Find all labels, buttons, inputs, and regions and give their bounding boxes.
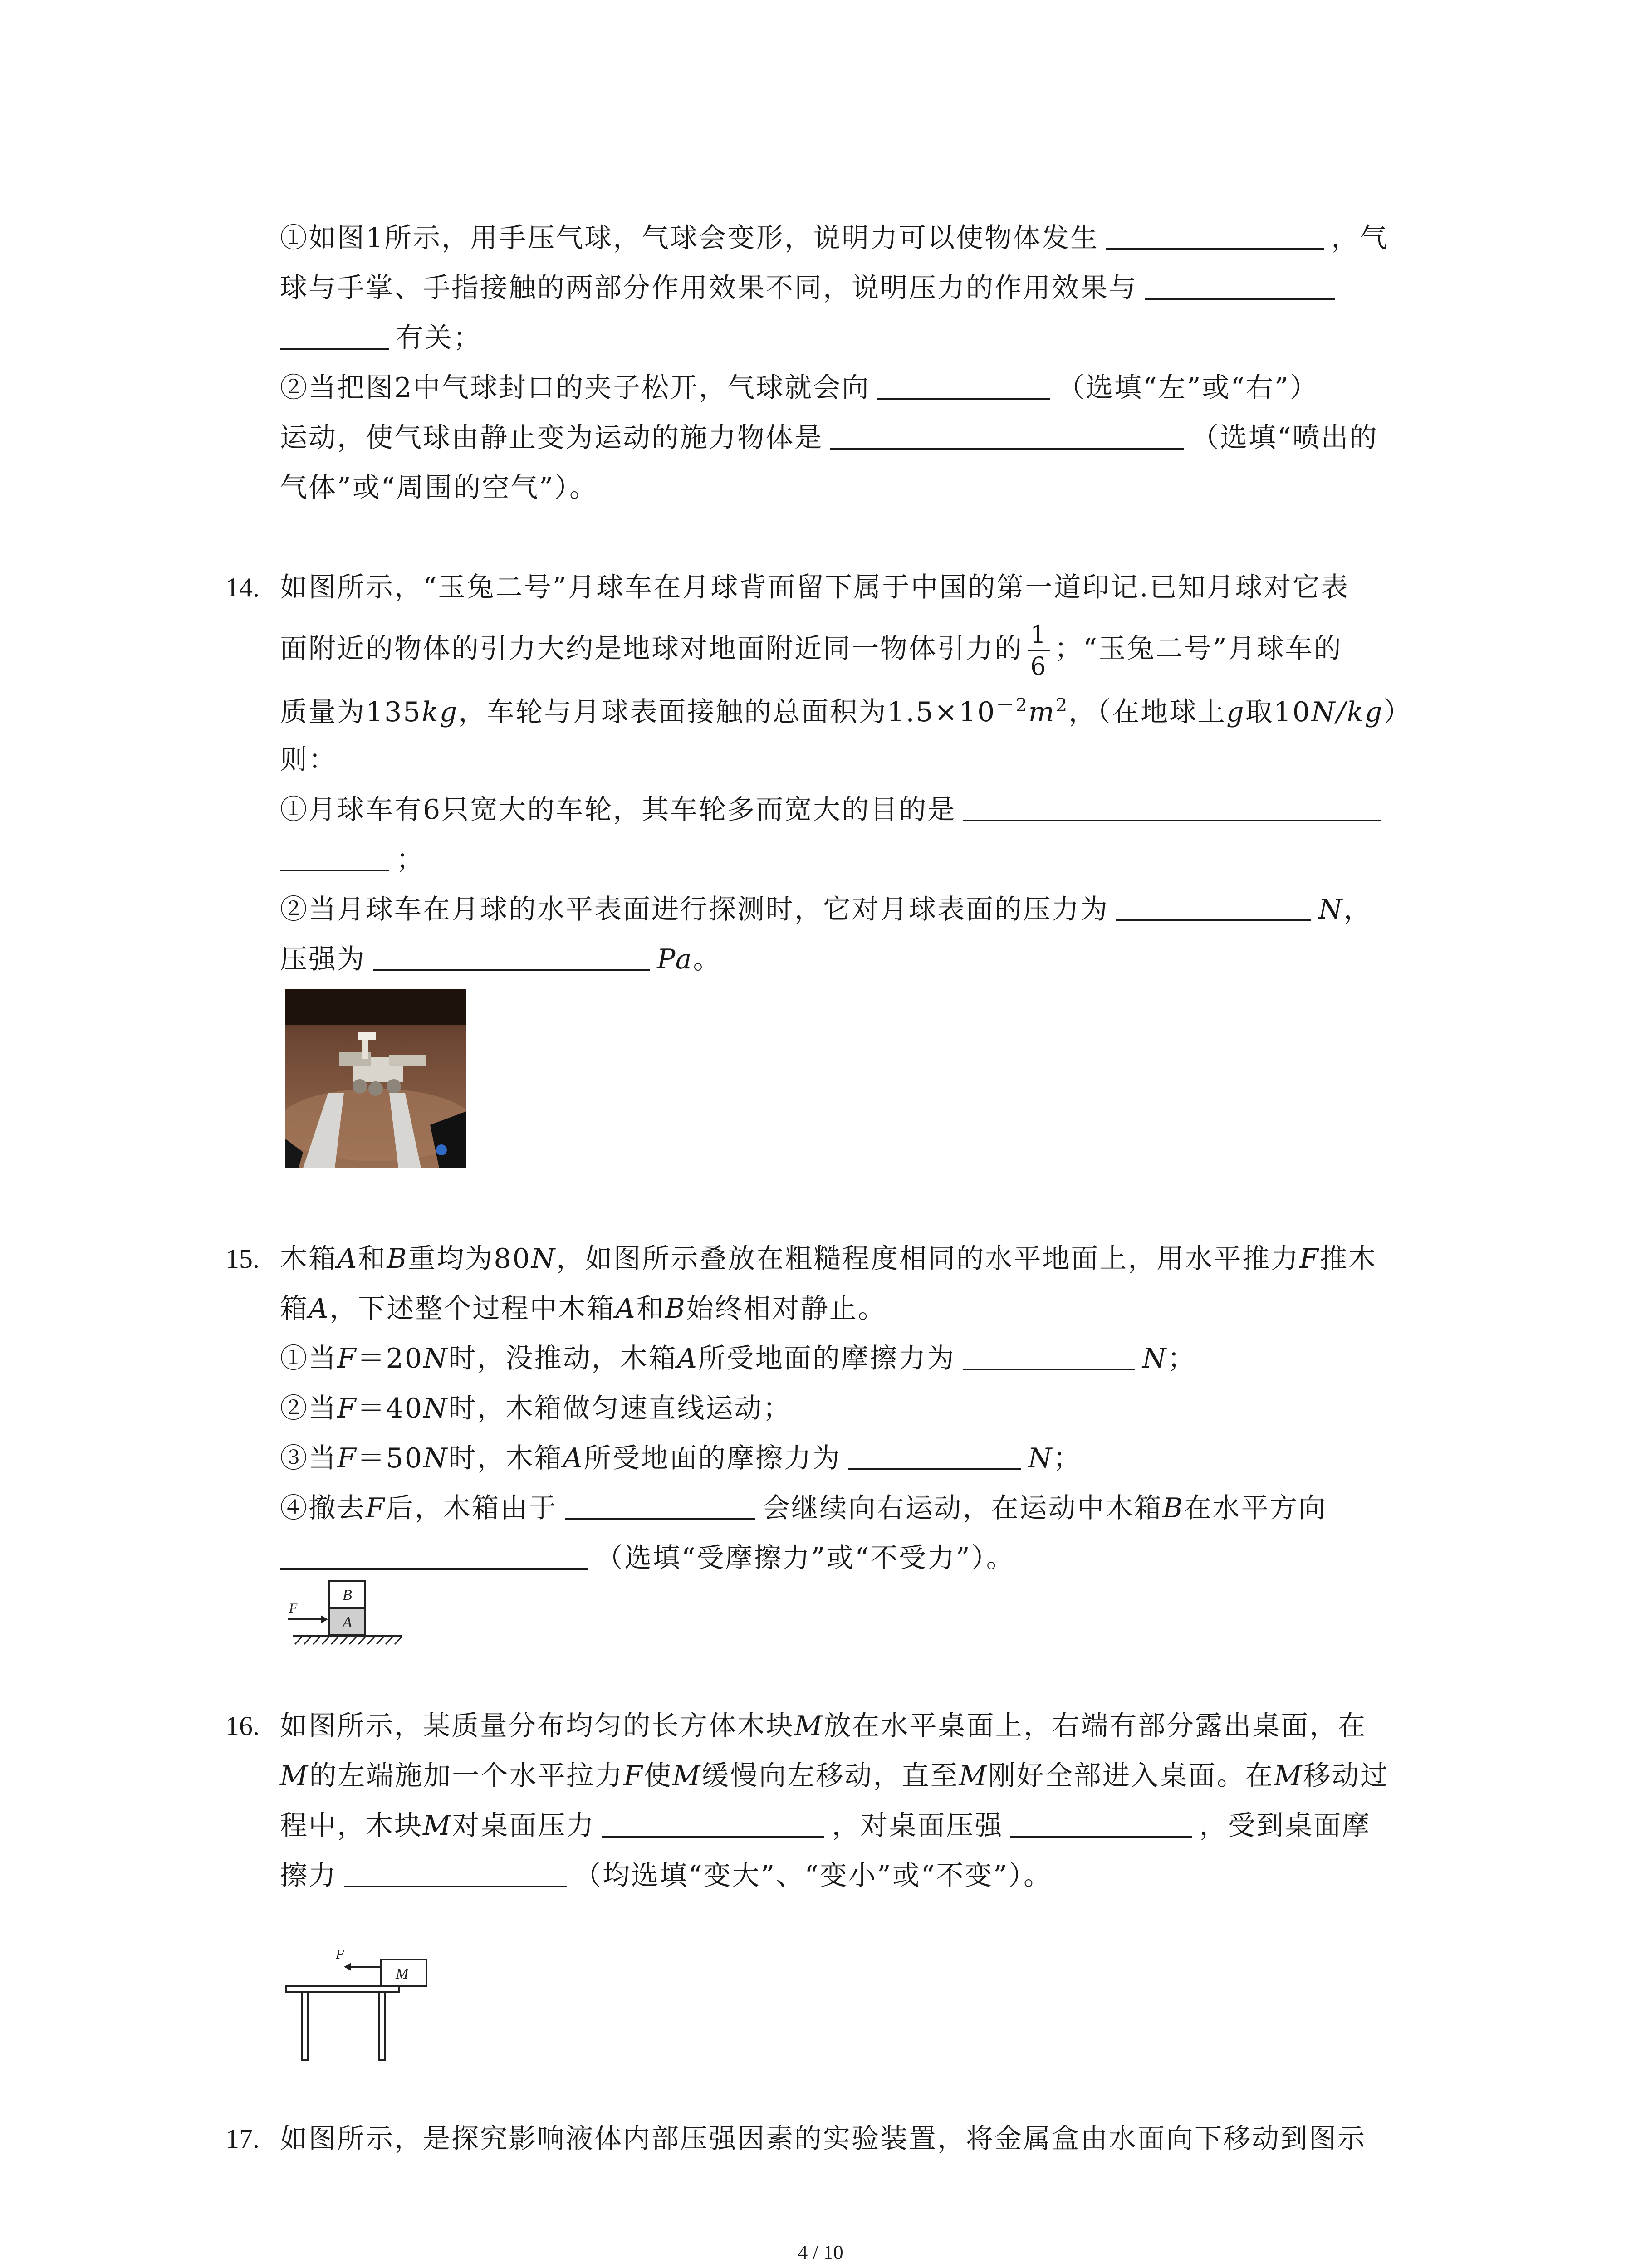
answer-blank[interactable] bbox=[280, 318, 389, 350]
answer-blank[interactable] bbox=[1145, 268, 1335, 300]
answer-blank[interactable] bbox=[280, 1538, 588, 1570]
label-A: A bbox=[343, 1614, 352, 1631]
answer-blank[interactable] bbox=[344, 1856, 567, 1887]
q14-line2: 面附近的物体的引力大约是地球对地面附近同一物体引力的 $\frac{1}{6}$ ；“玉兔二号”月球车的 bbox=[280, 620, 1342, 681]
answer-blank[interactable] bbox=[280, 840, 389, 871]
q14-line1: 如图所示，“玉兔二号”月球车在月球背面留下属于中国的第一道印记.已知月球对它表 bbox=[280, 572, 1350, 603]
q15-line1: 木箱A和B重均为80N，如图所示叠放在粗糙程度相同的水平地面上，用水平推力F推木 bbox=[280, 1243, 1377, 1275]
answer-blank[interactable] bbox=[1010, 1806, 1192, 1838]
q13-line6: 气体”或“周围的空气”）。 bbox=[280, 472, 598, 503]
answer-blank[interactable] bbox=[830, 418, 1184, 450]
label-F: F bbox=[336, 1947, 344, 1962]
q15-line3: ①当F＝20N时，没推动，木箱A所受地面的摩擦力为 N； bbox=[280, 1334, 1196, 1383]
answer-blank[interactable] bbox=[963, 1339, 1135, 1370]
q13-line1: ①如图1所示，用手压气球，气球会变形，说明力可以使物体发生 ，气 bbox=[280, 213, 1388, 263]
q14-line4: 则： bbox=[280, 744, 337, 776]
q16-line2: M的左端施加一个水平拉力F使M缓慢向左移动，直至M刚好全部进入桌面。在M移动过 bbox=[280, 1760, 1389, 1792]
q14-number: 14. bbox=[225, 572, 260, 602]
q15-line6: ④撤去F后，木箱由于 会继续向右运动，在运动中木箱B在水平方向 bbox=[280, 1483, 1327, 1533]
answer-blank[interactable] bbox=[602, 1806, 824, 1838]
answer-blank[interactable] bbox=[848, 1438, 1021, 1470]
q13-line5: 运动，使气球由静止变为运动的施力物体是 （选填“喷出的 bbox=[280, 413, 1378, 463]
q15-line2: 箱A，下述整个过程中木箱A和B始终相对静止。 bbox=[280, 1293, 887, 1325]
answer-blank[interactable] bbox=[1106, 218, 1324, 250]
fraction-one-sixth: $\frac{1}{6}$ bbox=[1028, 622, 1050, 679]
q17-number: 17. bbox=[225, 2124, 260, 2154]
label-B: B bbox=[343, 1587, 352, 1603]
label-F: F bbox=[289, 1601, 298, 1616]
q16-line3: 程中，木块M对桌面压力 ，对桌面压强 ，受到桌面摩 bbox=[280, 1801, 1371, 1851]
q16-number: 16. bbox=[225, 1711, 260, 1741]
table-block-diagram bbox=[281, 1937, 445, 2064]
table-top bbox=[286, 1986, 399, 1992]
q13-line3: 有关； bbox=[280, 313, 482, 363]
page-number: 4 / 10 bbox=[798, 2241, 843, 2263]
q14-line7: ②当月球车在月球的水平表面进行探测时，它对月球表面的压力为 N， bbox=[280, 885, 1372, 934]
answer-blank[interactable] bbox=[373, 939, 650, 971]
q13-line2: 球与手掌、手指接触的两部分作用效果不同，说明压力的作用效果与 bbox=[280, 263, 1342, 313]
answer-blank[interactable] bbox=[1116, 890, 1311, 921]
q13-line4: ②当把图2中气球封口的夹子松开，气球就会向 （选填“左”或“右”） bbox=[280, 363, 1318, 413]
q15-number: 15. bbox=[225, 1244, 260, 1274]
q14-line5: ①月球车有6只宽大的车轮，其车轮多而宽大的目的是 bbox=[280, 785, 1388, 835]
q15-line5: ③当F＝50N时，木箱A所受地面的摩擦力为 N； bbox=[280, 1433, 1082, 1483]
answer-blank[interactable] bbox=[565, 1488, 755, 1520]
label-M: M bbox=[396, 1965, 409, 1982]
q15-line7: （选填“受摩擦力”或“不受力”）。 bbox=[280, 1533, 1015, 1583]
stacked-boxes-diagram bbox=[284, 1576, 411, 1651]
q16-line4: 擦力 （均选填“变大”、“变小”或“不变”）。 bbox=[280, 1851, 1052, 1901]
answer-blank[interactable] bbox=[877, 368, 1050, 400]
lunar-rover-photo bbox=[285, 989, 466, 1168]
q15-line4: ②当F＝40N时，木箱做匀速直线运动； bbox=[280, 1393, 792, 1424]
answer-blank[interactable] bbox=[963, 790, 1381, 821]
q14-line3: 质量为135kg，车轮与月球表面接触的总面积为$1.5\times 10^{-2}m^2$，（在地球上g取10N/kg） bbox=[280, 695, 1412, 728]
q17-line1: 如图所示，是探究影响液体内部压强因素的实验装置，将金属盒由水面向下移动到图示 bbox=[280, 2123, 1366, 2155]
q14-line6: ； bbox=[280, 835, 425, 885]
q16-line1: 如图所示，某质量分布均匀的长方体木块M放在水平桌面上，右端有部分露出桌面，在 bbox=[280, 1710, 1367, 1742]
q14-line8: 压强为 Pa。 bbox=[280, 934, 721, 984]
